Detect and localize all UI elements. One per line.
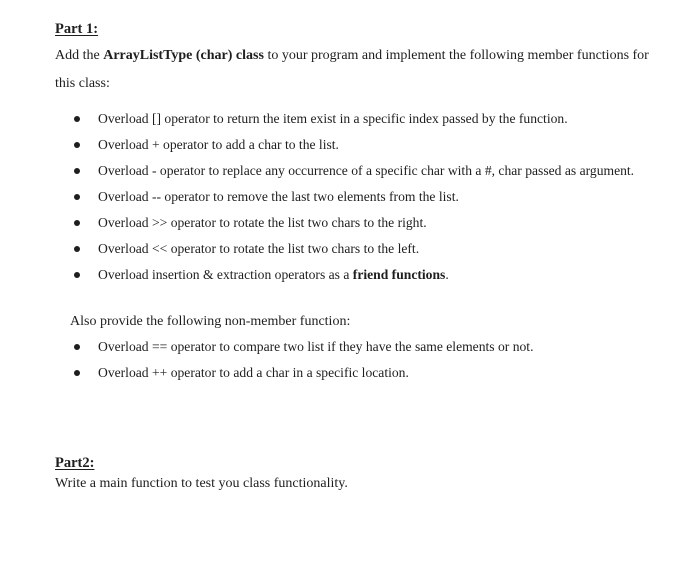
list-item-text: Overload + operator to add a char to the list. (98, 137, 339, 152)
bullet-icon (74, 116, 80, 122)
part1-intro-class-name: ArrayListType (char) class (103, 48, 264, 63)
list-item (73, 158, 634, 184)
list-item-text: Overload [] operator to return the item exist in a specific index passed by the function. (98, 111, 568, 126)
bullet-icon (74, 246, 80, 252)
member-function-list (73, 106, 634, 288)
list-item (73, 106, 634, 132)
list-item-text: Overload ++ operator to add a char in a specific location. (98, 365, 409, 380)
nonmember-intro: Also provide the following non-member function: (70, 314, 351, 329)
part1-intro-before: Add the (55, 48, 104, 63)
part1-heading: Part 1: (55, 21, 99, 37)
list-item (73, 236, 634, 262)
list-item (73, 210, 634, 236)
list-item-text: Overload >> operator to rotate the list two chars to the right. (98, 215, 427, 230)
list-item-text: Overload -- operator to remove the last two elements from the list. (98, 189, 459, 204)
bullet-icon (74, 272, 80, 278)
bullet-icon (74, 168, 80, 174)
part1-intro (55, 42, 670, 98)
bullet-icon (74, 370, 80, 376)
part2-text: Write a main function to test you class functionality. (55, 476, 348, 491)
nonmember-function-list (73, 334, 533, 386)
list-item (73, 184, 634, 210)
list-item (73, 262, 634, 288)
list-item-text: Overload - operator to replace any occurrence of a specific char with a #, char passed as argument. (98, 163, 635, 178)
list-item-text: Overload == operator to compare two list if they have the same elements or not. (98, 339, 534, 354)
bullet-icon (74, 344, 80, 350)
part1-intro-after: to your program and implement the following member functions for this class: (55, 48, 649, 91)
list-item-bold: friend functions (352, 267, 446, 282)
bullet-icon (74, 194, 80, 200)
list-item (73, 132, 634, 158)
bullet-icon (74, 142, 80, 148)
part2-heading: Part2: (55, 455, 95, 471)
list-item-text: Overload << operator to rotate the list two chars to the left. (98, 241, 420, 256)
list-item (73, 360, 533, 386)
bullet-icon (74, 220, 80, 226)
list-item-text: Overload insertion & extraction operators as a (98, 267, 353, 282)
list-item-suffix: . (445, 267, 449, 282)
list-item (73, 334, 533, 360)
